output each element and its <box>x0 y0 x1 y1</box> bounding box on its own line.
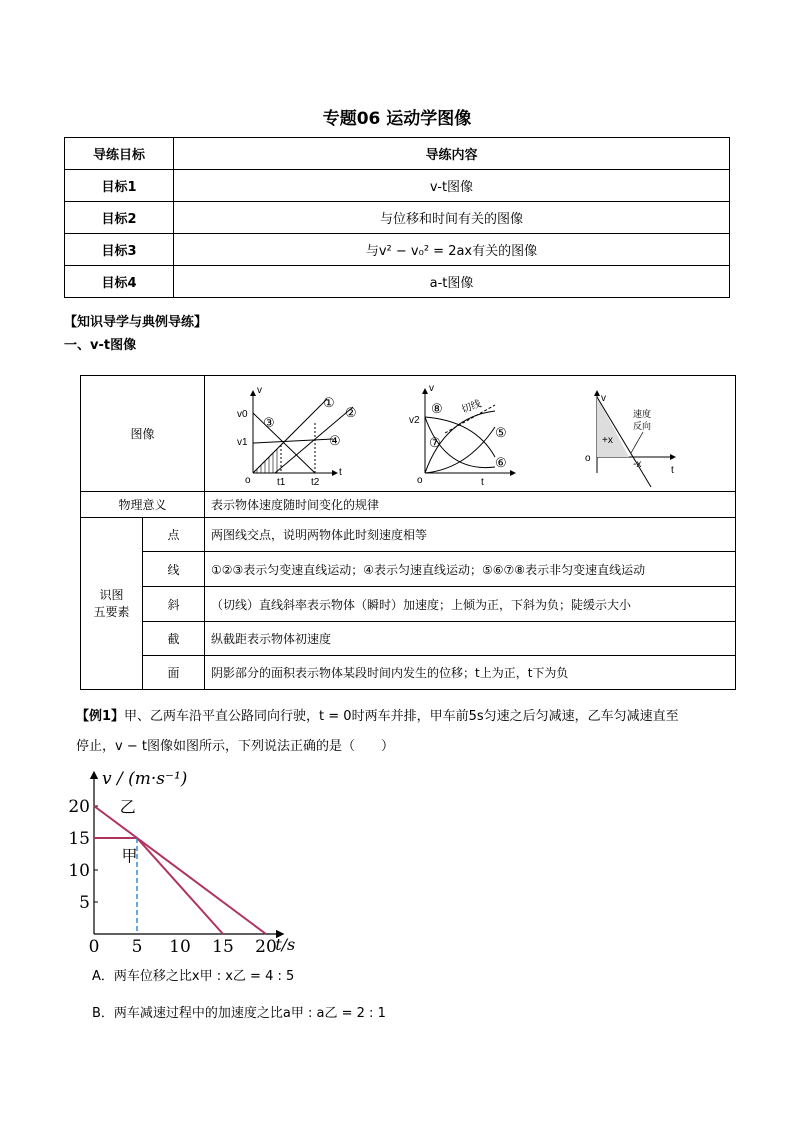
example-vt-chart <box>64 764 324 954</box>
element-text: 纵截距表示物体初速度 <box>205 622 736 656</box>
x-tick-label: 10 <box>169 937 191 954</box>
page-title: 专题06 运动学图像 <box>322 109 472 129</box>
d2-c5: ⑤ <box>495 424 507 440</box>
goal-content: 与v² − v₀² = 2ax有关的图像 <box>174 234 730 266</box>
d1-t1: t1 <box>277 476 286 488</box>
option-a[interactable]: A．两车位移之比x甲 : x乙 = 4 : 5 <box>92 969 295 984</box>
goal-label: 目标4 <box>65 266 174 298</box>
element-text: （切线）直线斜率表示物体（瞬时）加速度；上倾为正，下斜为负；陡缓示大小 <box>205 587 736 622</box>
x-axis-label: t/s <box>275 935 296 954</box>
example-line1: 甲、乙两车沿平直公路同向行驶，t = 0时两车并排，甲车前5s匀速之后匀减速，乙车匀减速直至 <box>124 709 679 724</box>
y-tick-label: 20 <box>68 797 90 817</box>
meaning-text: 表示物体速度随时间变化的规律 <box>205 492 736 518</box>
element-text: 阴影部分的面积表示物体某段时间内发生的位移；t上为正，t下为负 <box>205 656 736 690</box>
vt-diagrams <box>205 377 735 491</box>
d1-o: o <box>245 474 251 486</box>
element-key: 面 <box>143 656 205 690</box>
goal-content: a-t图像 <box>174 266 730 298</box>
goal-label: 目标3 <box>65 234 174 266</box>
d1-t2: t2 <box>311 476 320 488</box>
goal-content: 与位移和时间有关的图像 <box>174 202 730 234</box>
d1-t: t <box>339 466 342 478</box>
d2-v2: v2 <box>409 414 420 426</box>
d1-v1: v1 <box>237 436 248 448</box>
goals-header-content: 导练内容 <box>174 138 730 170</box>
x-tick-label: 15 <box>212 937 234 954</box>
d3-t: t <box>671 464 674 476</box>
section-heading: 【知识导学与典例导练】 <box>64 315 208 330</box>
d1-v0: v0 <box>237 408 248 420</box>
series-line-1 <box>94 838 223 934</box>
goal-label: 目标1 <box>65 170 174 202</box>
example-question <box>76 706 679 728</box>
diagram-cell <box>205 376 736 492</box>
example-line2: 停止，v − t图像如图所示，下列说法正确的是（ ） <box>76 739 394 754</box>
d3-note2: 反向 <box>633 420 652 431</box>
d2-c8: ⑧ <box>431 400 443 416</box>
chart-labels <box>68 769 295 954</box>
option-b[interactable]: B．两车减速过程中的加速度之比a甲 : a乙 = 2 : 1 <box>92 1006 386 1021</box>
element-text: ①②③表示匀变速直线运动；④表示匀速直线运动；⑤⑥⑦⑧表示非匀变速直线运动 <box>205 552 736 587</box>
element-text: 两图线交点，说明两物体此时刻速度相等 <box>205 518 736 552</box>
goal-label: 目标2 <box>65 202 174 234</box>
group-label-1: 识图 <box>99 587 124 602</box>
d3-note1: 速度 <box>633 408 652 419</box>
x-tick-label: 20 <box>255 937 277 954</box>
vt-intro-table <box>80 375 736 690</box>
meaning-label: 物理意义 <box>81 492 205 518</box>
chart-marks <box>94 806 266 934</box>
series-label-jia: 甲 <box>121 846 138 866</box>
d2-t: t <box>481 476 484 488</box>
d1-c3: ③ <box>263 414 275 430</box>
element-key: 线 <box>143 552 205 587</box>
x-tick-label: 0 <box>88 937 100 954</box>
subsection-heading: 一、v-t图像 <box>64 338 137 353</box>
d1-c4: ④ <box>329 432 341 448</box>
y-axis-label: v / (m·s⁻¹) <box>102 769 188 789</box>
element-key: 点 <box>143 518 205 552</box>
example-label: 【例1】 <box>76 709 125 724</box>
d3-v: v <box>601 392 606 404</box>
d2-o: o <box>417 474 423 486</box>
image-label: 图像 <box>81 376 205 492</box>
d3-plus: +x <box>602 434 613 446</box>
group-label-2: 五要素 <box>93 604 130 619</box>
d3-o: o <box>585 452 591 464</box>
y-tick-label: 15 <box>68 829 90 849</box>
element-key: 斜 <box>143 587 205 622</box>
series-label-yi: 乙 <box>119 797 136 817</box>
d1-c2: ② <box>345 404 357 420</box>
diagram-3 <box>585 391 675 487</box>
diagram-2 <box>409 383 515 488</box>
goals-header-goal: 导练目标 <box>65 138 174 170</box>
d1-c1: ① <box>323 394 335 410</box>
goal-content: v-t图像 <box>174 170 730 202</box>
d1-v: v <box>257 384 262 396</box>
diagram-1 <box>237 385 357 488</box>
group-label <box>81 518 143 690</box>
y-tick-label: 10 <box>68 861 90 881</box>
y-tick-label: 5 <box>79 893 90 913</box>
d2-v: v <box>429 382 434 394</box>
goals-table <box>64 137 730 298</box>
d3-minus: -x <box>633 458 642 470</box>
x-tick-label: 5 <box>131 937 143 954</box>
element-key: 截 <box>143 622 205 656</box>
d2-c6: ⑥ <box>495 454 507 470</box>
series-line-2 <box>94 806 266 934</box>
d2-c7: ⑦ <box>429 434 441 450</box>
d2-tangent: 切线 <box>460 398 483 416</box>
